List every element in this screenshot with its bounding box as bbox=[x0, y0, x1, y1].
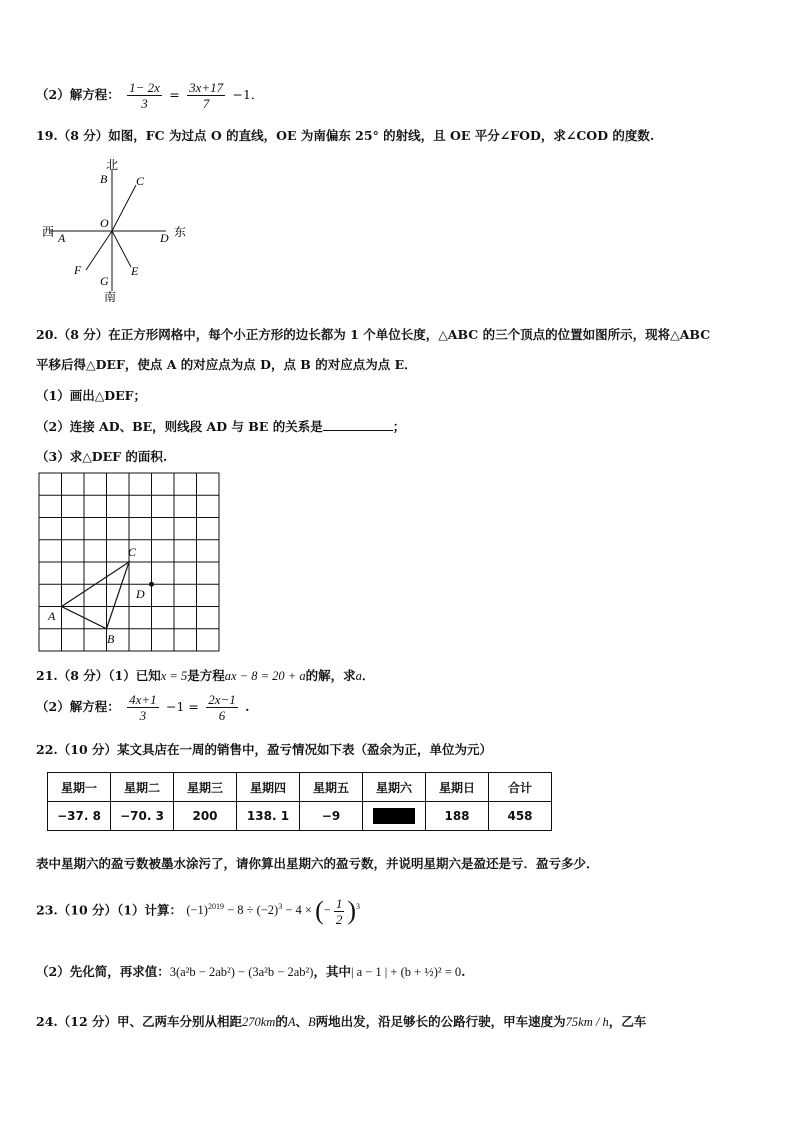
q24-sep: 、 bbox=[295, 1014, 308, 1029]
q18-part2-label: （2）解方程： bbox=[36, 87, 120, 102]
q19-text: 19.（8 分）如图，FC 为过点 O 的直线，OE 为南偏东 25° 的射线，且 OE 平分∠FOD，求∠COD 的度数. bbox=[36, 128, 655, 143]
q24-text bbox=[36, 1012, 646, 1030]
q21-part2 bbox=[36, 692, 249, 723]
point-D bbox=[149, 582, 154, 587]
q18-rhs-fraction: $\frac{3x+17}{7}$ bbox=[189, 80, 224, 111]
q24-mid: 的 bbox=[275, 1014, 288, 1029]
header-cell: 星期四 bbox=[237, 773, 300, 802]
q21-part2-end: . bbox=[245, 699, 250, 714]
q18-lhs-fraction: $\frac{1- 2x}{3}$ bbox=[129, 80, 160, 111]
q20-part3: （3）求△DEF 的面积. bbox=[36, 449, 168, 464]
label-F: F bbox=[74, 263, 82, 277]
label-B: B bbox=[100, 172, 108, 186]
q18-part2 bbox=[36, 80, 263, 111]
q23-part1 bbox=[36, 896, 360, 927]
q21-part1-post: 的解，求 bbox=[305, 668, 356, 683]
q23-where: ，其中 bbox=[313, 964, 351, 979]
label-G: G bbox=[100, 274, 109, 288]
ink-smudge-cell bbox=[363, 802, 426, 831]
profit-loss-table bbox=[47, 772, 552, 831]
label-O: O bbox=[100, 216, 109, 230]
q24-speed: 75km / h bbox=[565, 1015, 609, 1029]
q24-point-a: A bbox=[287, 1015, 296, 1029]
label-D: D bbox=[160, 231, 169, 245]
table-row bbox=[48, 802, 552, 831]
q23-part1-label: 23.（10 分）（1）计算： bbox=[36, 902, 182, 918]
q24-distance: 270km bbox=[242, 1015, 276, 1029]
q24-point-b: B bbox=[308, 1015, 316, 1029]
q22-text: 22.（10 分）某文具店在一周的销售中，盈亏情况如下表（盈余为正，单位为元） bbox=[36, 742, 492, 757]
equals-sign: = bbox=[169, 87, 180, 102]
q20-square-grid bbox=[38, 472, 222, 654]
q21-part1 bbox=[36, 666, 374, 684]
header-cell: 星期一 bbox=[48, 773, 111, 802]
q24-end: ，乙车 bbox=[608, 1014, 647, 1029]
q20-part2-text: （2）连接 AD、BE，则线段 AD 与 BE 的关系是 bbox=[36, 419, 323, 434]
header-cell: 星期三 bbox=[174, 773, 237, 802]
q21-part2-mid: −1 = bbox=[165, 699, 199, 714]
q20-part1: （1）画出△DEF； bbox=[36, 388, 147, 403]
q24-mid2: 两地出发，沿足够长的公路行驶，甲车速度为 bbox=[315, 1014, 566, 1029]
q21-lhs-fraction: $\frac{4x+1}{3}$ bbox=[129, 692, 157, 723]
q23-expression: $(-1)^{2019} - 8 \div (-2)^3 - 4$ × (− $\frac{1}{2}$ )$^3$ bbox=[186, 896, 360, 927]
value-cell: 138. 1 bbox=[237, 802, 300, 831]
header-cell: 星期日 bbox=[426, 773, 489, 802]
q20-line1: 20.（8 分）在正方形网格中，每个小正方形的边长都为 1 个单位长度，△ABC 的三个顶点的位置如图所示，现将△ABC bbox=[36, 327, 711, 342]
q21-rhs-fraction: $\frac{2x-1}{6}$ bbox=[208, 692, 236, 723]
q23-simplify-expression: 3(a²b − 2ab²) − (3a²b − 2ab²) bbox=[169, 965, 314, 979]
grid-label-A: A bbox=[48, 609, 56, 623]
q19-compass-figure bbox=[36, 155, 206, 305]
q23-part2 bbox=[36, 962, 466, 980]
table-header-row bbox=[48, 773, 552, 802]
grid-label-D: D bbox=[136, 587, 145, 601]
label-south: 南 bbox=[104, 290, 117, 304]
triangle-ABC bbox=[62, 562, 130, 629]
header-cell: 星期五 bbox=[300, 773, 363, 802]
q23-condition: | a − 1 | + (b + ½)² = 0 bbox=[350, 965, 462, 979]
header-cell: 星期六 bbox=[363, 773, 426, 802]
q21-equation: ax − 8 = 20 + a bbox=[224, 669, 306, 683]
q18-tail: −1． bbox=[232, 87, 264, 102]
q20-line2: 平移后得△DEF，使点 A 的对应点为点 D，点 B 的对应点为点 E． bbox=[36, 357, 417, 372]
value-cell: 458 bbox=[489, 802, 552, 831]
q21-part1-end: ． bbox=[361, 668, 375, 683]
value-cell: 200 bbox=[174, 802, 237, 831]
q24-lead: 24.（12 分）甲、乙两车分别从相距 bbox=[36, 1014, 242, 1029]
header-cell: 星期二 bbox=[111, 773, 174, 802]
q23-part2-end: . bbox=[461, 964, 466, 979]
q20-part2-end: ； bbox=[392, 419, 406, 434]
label-north: 北 bbox=[106, 158, 119, 172]
value-cell: 188 bbox=[426, 802, 489, 831]
value-cell: −37. 8 bbox=[48, 802, 111, 831]
header-cell: 合计 bbox=[489, 773, 552, 802]
grid-label-C: C bbox=[128, 545, 137, 559]
q22-note: 表中星期六的盈亏数被墨水涂污了，请你算出星期六的盈亏数，并说明星期六是盈还是亏．盈亏多少． bbox=[36, 856, 599, 871]
ink-smudge bbox=[373, 808, 415, 824]
q23-part2-label: （2）先化简，再求值： bbox=[36, 964, 170, 979]
q21-part2-label: （2）解方程： bbox=[36, 699, 120, 714]
label-E: E bbox=[131, 264, 139, 278]
label-west: 西 bbox=[42, 225, 55, 239]
q21-part1-text: 21.（8 分）（1）已知 bbox=[36, 668, 161, 683]
label-C: C bbox=[136, 174, 145, 188]
label-east: 东 bbox=[174, 225, 187, 239]
q20-part2 bbox=[36, 417, 405, 435]
q21-var: a bbox=[355, 669, 362, 683]
q21-x-value: x = 5 bbox=[160, 669, 188, 683]
value-cell: −9 bbox=[300, 802, 363, 831]
value-cell: −70. 3 bbox=[111, 802, 174, 831]
label-A: A bbox=[58, 231, 66, 245]
grid-label-B: B bbox=[107, 632, 115, 646]
answer-blank[interactable] bbox=[323, 418, 393, 431]
q21-part1-mid: 是方程 bbox=[187, 668, 225, 683]
